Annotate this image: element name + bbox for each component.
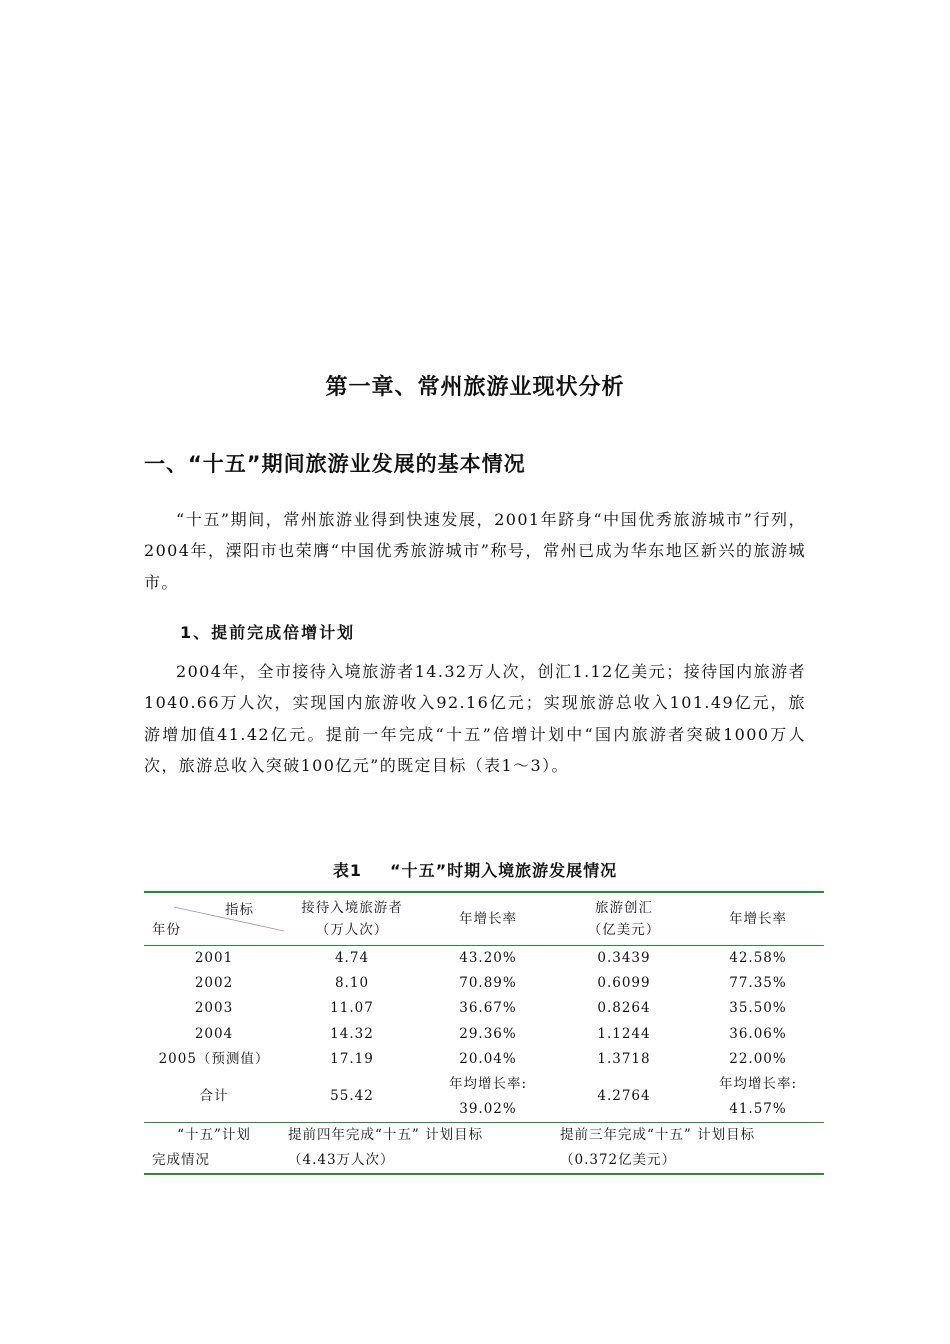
table-caption: [0, 858, 950, 881]
corner-indicator-label: 指标: [225, 902, 254, 918]
chapter-title: 第一章、常州旅游业现状分析: [325, 375, 625, 400]
row-growth-1: 43.20%: [459, 950, 517, 967]
row-year: 2001: [194, 950, 234, 967]
header-visitors: 接待入境旅游者 （万人次）: [284, 892, 420, 946]
inbound-tourism-table: [144, 891, 824, 1175]
row-visitors: 14.32: [330, 1025, 374, 1042]
total-growth-1: 年均增长率: 39.02%: [448, 1075, 528, 1117]
row-year: 2003: [194, 1000, 234, 1017]
row-forex: 0.6099: [597, 975, 651, 992]
total-visitors: 55.42: [330, 1088, 374, 1105]
table-total-row: [144, 1072, 824, 1123]
intro-paragraph: “十五”期间，常州旅游业得到快速发展，2001年跻身“中国优秀旅游城市”行列，2004年，溧阳市也荣膺“中国优秀旅游城市”称号，常州已成为华东地区新兴的旅游城市。: [144, 510, 806, 592]
table-row: [144, 946, 824, 972]
row-forex: 0.3439: [597, 950, 651, 967]
row-visitors: 17.19: [330, 1050, 374, 1067]
row-growth-2: 36.06%: [729, 1025, 787, 1042]
table-header-row: [144, 892, 824, 946]
row-growth-2: 42.58%: [729, 950, 787, 967]
row-growth-1: 36.67%: [459, 1000, 517, 1017]
row-growth-2: 22.00%: [729, 1050, 787, 1067]
row-visitors: 11.07: [330, 1000, 374, 1017]
table-row: [144, 996, 824, 1021]
body-paragraph: 2004年，全市接待入境旅游者14.32万人次，创汇1.12亿美元；接待国内旅游者1040.66万人次，实现国内旅游收入92.16亿元；实现旅游总收入101.49亿元，旅游增加值41.42亿元。提前一年完成“十五”倍增计划中“国内旅游者突破1000万人次，旅游总收入突破100亿元”的既定目标（表1～3）。: [144, 662, 806, 776]
row-growth-1: 20.04%: [459, 1050, 517, 1067]
row-growth-1: 70.89%: [459, 975, 517, 992]
plan-forex: 提前三年完成“十五” 计划目标 （0.372亿美元）: [556, 1122, 824, 1174]
row-forex: 1.1244: [597, 1025, 651, 1042]
row-visitors: 4.74: [334, 950, 370, 967]
header-growth-2: 年增长率: [692, 892, 824, 946]
row-year: 2004: [194, 1025, 234, 1042]
row-forex: 0.8264: [597, 1000, 651, 1017]
plan-label: “十五”计划 完成情况: [144, 1122, 284, 1174]
subheading: 1、提前完成倍增计划: [180, 623, 356, 642]
table-row: [144, 971, 824, 996]
section-title: 一、“十五”期间旅游业发展的基本情况: [144, 452, 526, 476]
total-forex: 4.2764: [597, 1088, 651, 1105]
table-row: [144, 1022, 824, 1047]
row-growth-1: 29.36%: [459, 1025, 517, 1042]
table-row: [144, 1047, 824, 1072]
row-growth-2: 77.35%: [729, 975, 787, 992]
row-visitors: 8.10: [334, 975, 370, 992]
table-caption-title: “十五”时期入境旅游发展情况: [390, 861, 618, 880]
total-label: 合计: [199, 1088, 229, 1105]
header-forex: 旅游创汇 （亿美元）: [556, 892, 692, 946]
row-growth-2: 35.50%: [729, 1000, 787, 1017]
total-growth-2: 年均增长率: 41.57%: [718, 1075, 798, 1117]
plan-visitors: 提前四年完成“十五” 计划目标 （4.43万人次）: [284, 1122, 556, 1174]
row-year: 2005（预测值）: [158, 1050, 270, 1067]
table-plan-row: [144, 1122, 824, 1174]
header-growth-1: 年增长率: [420, 892, 556, 946]
corner-year-label: 年份: [152, 922, 181, 938]
table-caption-number: 表1: [332, 861, 363, 880]
corner-header-cell: [144, 892, 284, 946]
row-year: 2002: [194, 975, 234, 992]
row-forex: 1.3718: [597, 1050, 651, 1067]
